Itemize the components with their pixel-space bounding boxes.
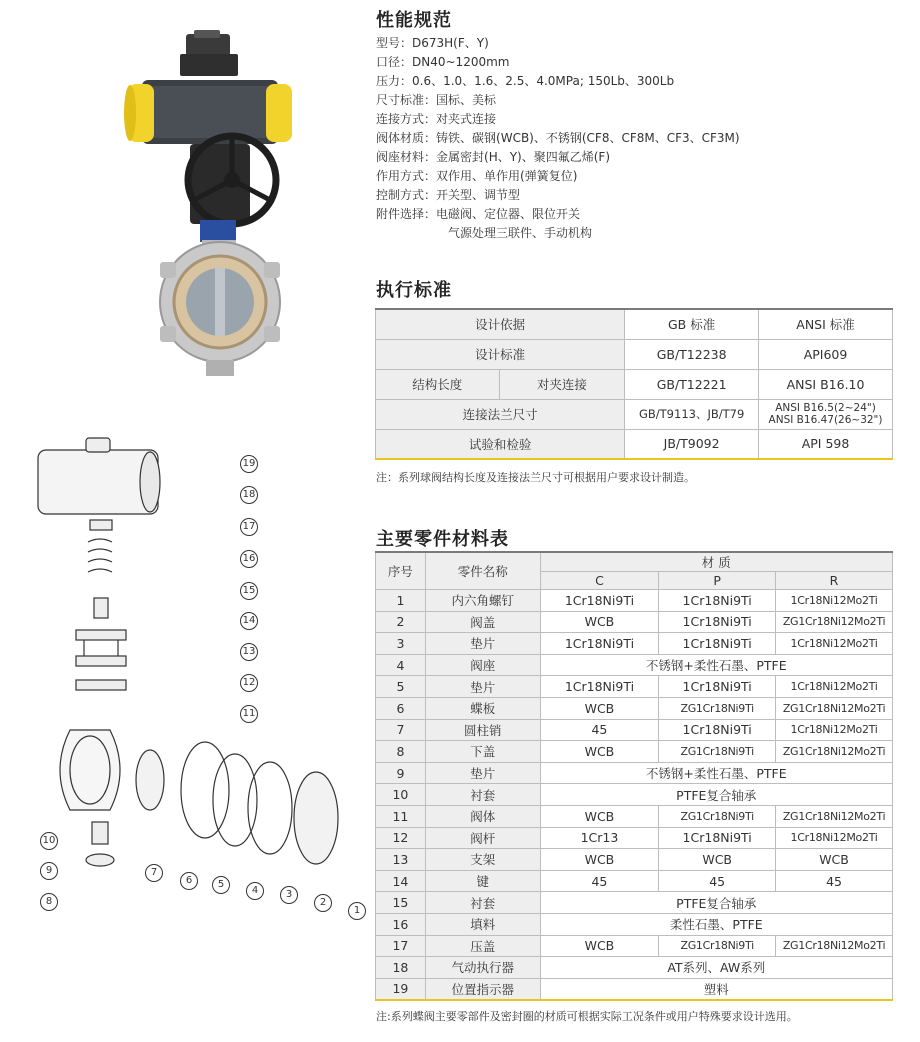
part-name: 下盖 [425, 741, 540, 763]
part-no: 9 [376, 762, 426, 784]
table-row [376, 935, 893, 957]
part-material-r: 1Cr18Ni12Mo2Ti [776, 590, 893, 612]
spec-value: 开关型、调节型 [436, 188, 521, 202]
performance-title: 性能规范 [376, 10, 452, 31]
part-material-p: 45 [659, 870, 776, 892]
parts-title: 主要零件材料表 [376, 529, 509, 550]
std-gb: GB/T12238 [625, 339, 759, 369]
table-row [376, 339, 893, 369]
spec-extra-line: 气源处理三联件、手动机构 [448, 226, 593, 240]
std-ansi-line: ANSI B16.5(2~24") [775, 402, 876, 414]
callout-18: 18 [240, 486, 258, 504]
table-row [376, 309, 893, 339]
part-material-c: WCB [540, 697, 659, 719]
std-gb: GB/T9113、JB/T79 [625, 399, 759, 429]
spec-row [376, 72, 896, 91]
callout-17: 17 [240, 518, 258, 536]
part-material-r: 1Cr18Ni12Mo2Ti [776, 633, 893, 655]
part-material-p: 1Cr18Ni9Ti [659, 676, 776, 698]
part-name: 内六角螺钉 [425, 590, 540, 612]
part-material-c: WCB [540, 805, 659, 827]
spec-label: 作用方式： [376, 169, 437, 183]
standards-title: 执行标准 [376, 280, 452, 301]
part-material-r: ZG1Cr18Ni12Mo2Ti [776, 935, 893, 957]
part-no: 5 [376, 676, 426, 698]
callout-8: 8 [40, 893, 58, 911]
part-material-all: AT系列、AW系列 [540, 957, 892, 979]
table-row [376, 957, 893, 979]
spec-row [376, 186, 896, 205]
std-ansi: API609 [759, 339, 893, 369]
header-r: R [776, 572, 893, 590]
table-row [376, 762, 893, 784]
callout-11: 11 [240, 705, 258, 723]
callout-1: 1 [348, 902, 366, 920]
table-row [376, 676, 893, 698]
table-row [376, 633, 893, 655]
part-no: 7 [376, 719, 426, 741]
spec-value: 金属密封(H、Y)、聚四氟乙烯(F) [436, 150, 610, 164]
part-material-all: 塑料 [540, 978, 892, 1000]
part-name: 键 [425, 870, 540, 892]
part-material-p: 1Cr18Ni9Ti [659, 590, 776, 612]
callout-9: 9 [40, 862, 58, 880]
table-row [376, 611, 893, 633]
part-material-c: WCB [540, 849, 659, 871]
spec-row [376, 205, 896, 224]
table-row [376, 719, 893, 741]
table-row [376, 429, 893, 459]
spec-value: 电磁阀、定位器、限位开关 [436, 207, 581, 221]
std-ansi [759, 399, 893, 429]
part-material-c: 45 [540, 870, 659, 892]
callout-6: 6 [180, 872, 198, 890]
std-ansi-line: ANSI B16.47(26~32") [768, 414, 883, 426]
spec-value: 双作用、单作用(弹簧复位) [436, 169, 578, 183]
part-no: 11 [376, 805, 426, 827]
std-name: 试验和检验 [376, 429, 625, 459]
part-no: 10 [376, 784, 426, 806]
callout-16: 16 [240, 550, 258, 568]
part-material-r: WCB [776, 849, 893, 871]
part-material-p: 1Cr18Ni9Ti [659, 611, 776, 633]
table-row [376, 552, 893, 572]
std-gb: GB/T12221 [625, 369, 759, 399]
spec-row [376, 167, 896, 186]
callout-4: 4 [246, 882, 264, 900]
valve-product-photo [120, 30, 330, 380]
part-material-p: ZG1Cr18Ni9Ti [659, 805, 776, 827]
spec-row [376, 148, 896, 167]
std-name: 连接法兰尺寸 [376, 399, 625, 429]
table-row [376, 369, 893, 399]
part-no: 17 [376, 935, 426, 957]
part-no: 13 [376, 849, 426, 871]
standards-note: 注：系列球阀结构长度及连接法兰尺寸可根据用户要求设计制造。 [376, 471, 695, 484]
table-row [376, 849, 893, 871]
spec-label: 阀座材料： [376, 150, 437, 164]
table-row [376, 870, 893, 892]
spec-row [376, 34, 896, 53]
table-row [376, 913, 893, 935]
exploded-parts-diagram [0, 430, 372, 930]
std-ansi: ANSI B16.10 [759, 369, 893, 399]
table-row [376, 805, 893, 827]
spec-label: 型号： [376, 36, 413, 50]
spec-label: 阀体材质： [376, 131, 437, 145]
std-name: 结构长度 [376, 369, 500, 399]
callout-7: 7 [145, 864, 163, 882]
callout-14: 14 [240, 612, 258, 630]
parts-table-body [376, 590, 893, 1000]
part-name: 阀座 [425, 654, 540, 676]
part-material-c: 1Cr13 [540, 827, 659, 849]
part-no: 15 [376, 892, 426, 914]
part-material-c: 1Cr18Ni9Ti [540, 676, 659, 698]
part-material-r: ZG1Cr18Ni12Mo2Ti [776, 805, 893, 827]
part-no: 1 [376, 590, 426, 612]
part-material-r: 1Cr18Ni12Mo2Ti [776, 676, 893, 698]
part-no: 19 [376, 978, 426, 1000]
header-name: 零件名称 [425, 552, 540, 590]
spec-label: 控制方式： [376, 188, 437, 202]
table-row [376, 892, 893, 914]
spec-row [376, 53, 896, 72]
spec-value: D673H(F、Y) [412, 36, 489, 50]
part-material-p: ZG1Cr18Ni9Ti [659, 697, 776, 719]
table-row [376, 590, 893, 612]
spec-label: 连接方式： [376, 112, 437, 126]
callout-13: 13 [240, 643, 258, 661]
header-material: 材 质 [540, 552, 892, 572]
part-material-c: WCB [540, 741, 659, 763]
spec-label: 压力： [376, 74, 413, 88]
part-material-all: PTFE复合轴承 [540, 892, 892, 914]
standards-table [375, 308, 893, 460]
part-material-r: 1Cr18Ni12Mo2Ti [776, 827, 893, 849]
part-material-c: WCB [540, 611, 659, 633]
header-basis: 设计依据 [376, 309, 625, 339]
part-no: 3 [376, 633, 426, 655]
part-material-all: 不锈钢+柔性石墨、PTFE [540, 762, 892, 784]
part-material-r: 1Cr18Ni12Mo2Ti [776, 719, 893, 741]
std-name: 设计标准 [376, 339, 625, 369]
part-name: 位置指示器 [425, 978, 540, 1000]
part-material-c: 45 [540, 719, 659, 741]
part-material-all: PTFE复合轴承 [540, 784, 892, 806]
part-name: 蝶板 [425, 697, 540, 719]
part-name: 压盖 [425, 935, 540, 957]
header-gb: GB 标准 [625, 309, 759, 339]
part-no: 8 [376, 741, 426, 763]
header-no: 序号 [376, 552, 426, 590]
part-name: 阀杆 [425, 827, 540, 849]
part-material-c: 1Cr18Ni9Ti [540, 633, 659, 655]
spec-label: 口径： [376, 55, 413, 69]
part-material-r: ZG1Cr18Ni12Mo2Ti [776, 611, 893, 633]
callout-10: 10 [40, 832, 58, 850]
spec-row [376, 91, 896, 110]
part-name: 垫片 [425, 633, 540, 655]
parts-material-table [375, 551, 893, 1001]
table-row [376, 978, 893, 1000]
part-name: 阀体 [425, 805, 540, 827]
part-material-p: ZG1Cr18Ni9Ti [659, 741, 776, 763]
table-row [376, 784, 893, 806]
table-row [376, 399, 893, 429]
table-row [376, 654, 893, 676]
part-material-p: 1Cr18Ni9Ti [659, 633, 776, 655]
part-name: 气动执行器 [425, 957, 540, 979]
part-material-p: ZG1Cr18Ni9Ti [659, 935, 776, 957]
spec-value: 对夹式连接 [436, 112, 497, 126]
callout-5: 5 [212, 876, 230, 894]
part-material-all: 不锈钢+柔性石墨、PTFE [540, 654, 892, 676]
part-material-p: WCB [659, 849, 776, 871]
spec-value: DN40~1200mm [412, 55, 510, 69]
header-p: P [659, 572, 776, 590]
part-material-all: 柔性石墨、PTFE [540, 913, 892, 935]
std-gb: JB/T9092 [625, 429, 759, 459]
spec-label: 尺寸标准： [376, 93, 437, 107]
part-no: 16 [376, 913, 426, 935]
std-ansi: API 598 [759, 429, 893, 459]
header-c: C [540, 572, 659, 590]
callout-12: 12 [240, 674, 258, 692]
part-name: 圆柱销 [425, 719, 540, 741]
part-material-r: ZG1Cr18Ni12Mo2Ti [776, 741, 893, 763]
header-ansi: ANSI 标准 [759, 309, 893, 339]
part-name: 垫片 [425, 676, 540, 698]
parts-note: 注:系列蝶阀主要零部件及密封圈的材质可根据实际工况条件或用户特殊要求设计选用。 [376, 1010, 798, 1023]
part-material-r: ZG1Cr18Ni12Mo2Ti [776, 697, 893, 719]
spec-value: 铸铁、碳钢(WCB)、不锈钢(CF8、CF8M、CF3、CF3M) [436, 131, 740, 145]
callout-2: 2 [314, 894, 332, 912]
spec-value: 国标、美标 [436, 93, 497, 107]
part-name: 垫片 [425, 762, 540, 784]
callout-15: 15 [240, 582, 258, 600]
callout-19: 19 [240, 455, 258, 473]
part-name: 阀盖 [425, 611, 540, 633]
spec-row [376, 110, 896, 129]
table-row [376, 741, 893, 763]
spec-value: 0.6、1.0、1.6、2.5、4.0MPa; 150Lb、300Lb [412, 74, 675, 88]
std-sub: 对夹连接 [499, 369, 625, 399]
part-material-p: 1Cr18Ni9Ti [659, 827, 776, 849]
part-name: 支架 [425, 849, 540, 871]
part-no: 6 [376, 697, 426, 719]
part-no: 14 [376, 870, 426, 892]
spec-label: 附件选择： [376, 207, 437, 221]
part-material-r: 45 [776, 870, 893, 892]
part-name: 填料 [425, 913, 540, 935]
callout-3: 3 [280, 886, 298, 904]
table-row [376, 827, 893, 849]
part-no: 12 [376, 827, 426, 849]
spec-row [376, 129, 896, 148]
part-no: 2 [376, 611, 426, 633]
part-material-c: 1Cr18Ni9Ti [540, 590, 659, 612]
part-no: 4 [376, 654, 426, 676]
part-no: 18 [376, 957, 426, 979]
part-name: 衬套 [425, 784, 540, 806]
performance-spec-list [376, 34, 896, 243]
part-name: 衬套 [425, 892, 540, 914]
table-row [376, 697, 893, 719]
part-material-p: 1Cr18Ni9Ti [659, 719, 776, 741]
part-material-c: WCB [540, 935, 659, 957]
